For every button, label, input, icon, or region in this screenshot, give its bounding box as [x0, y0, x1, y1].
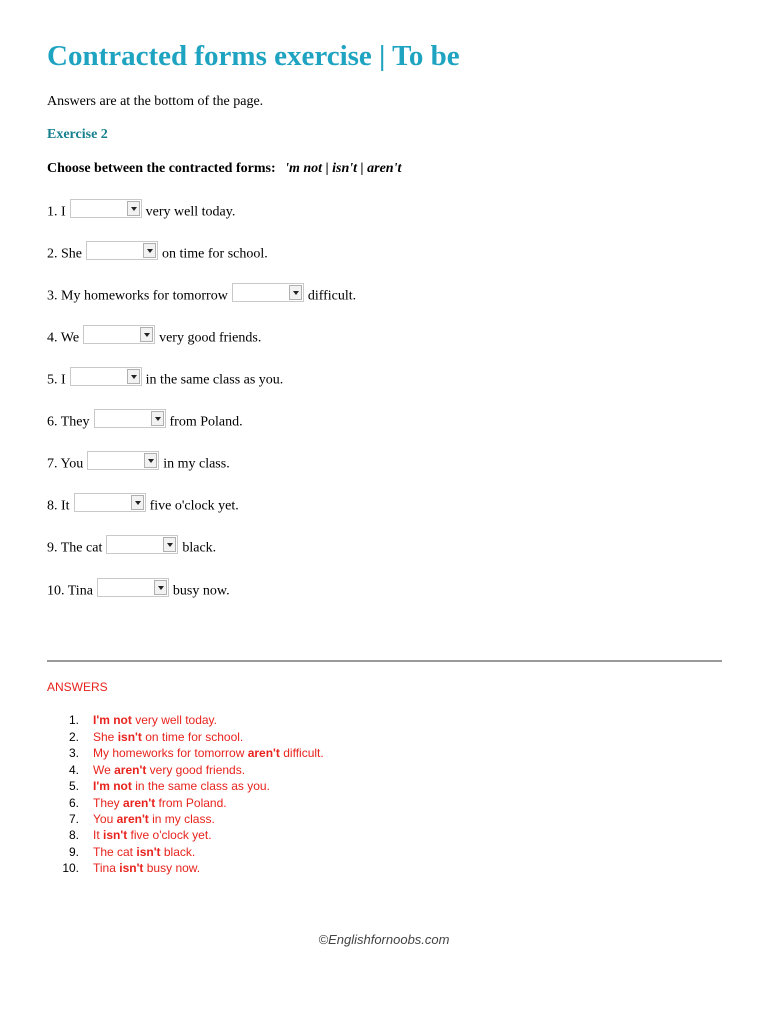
- answer-item-1: [47, 713, 217, 727]
- chevron-down-icon[interactable]: [163, 537, 176, 552]
- answer-form: isn't: [103, 828, 128, 842]
- answer-dropdown-7[interactable]: [87, 451, 159, 470]
- question-text-before: 9. The cat: [47, 540, 103, 556]
- answer-dropdown-8[interactable]: [74, 493, 146, 512]
- answer-dropdown-1[interactable]: [70, 199, 142, 218]
- answer-dropdown-6[interactable]: [94, 409, 166, 428]
- question-text-before: 2. She: [47, 246, 82, 262]
- answer-form: I'm not: [93, 713, 132, 727]
- answer-form: aren't: [116, 812, 149, 826]
- question-2: [47, 245, 268, 267]
- answer-text-after: busy now.: [143, 861, 201, 875]
- chevron-down-icon[interactable]: [127, 201, 140, 216]
- instruction: [47, 161, 401, 177]
- question-5: [47, 371, 283, 393]
- answer-number: 6.: [68, 796, 79, 810]
- chevron-down-icon[interactable]: [140, 327, 153, 342]
- answer-item-10: [47, 861, 200, 875]
- answer-text-after: very well today.: [131, 713, 218, 727]
- answer-text-after: difficult.: [279, 746, 324, 760]
- question-7: [47, 455, 230, 477]
- answer-dropdown-4[interactable]: [83, 325, 155, 344]
- answer-dropdown-2[interactable]: [86, 241, 158, 260]
- answer-text-after: on time for school.: [141, 730, 244, 744]
- answer-number: 1.: [68, 713, 79, 727]
- answers-heading: ANSWERS: [47, 680, 108, 694]
- question-text-after: black.: [182, 540, 217, 556]
- question-text-after: in my class.: [163, 456, 230, 472]
- exercise-heading: Exercise 2: [47, 127, 108, 142]
- answer-number: 5.: [68, 779, 79, 793]
- answer-form: isn't: [119, 861, 144, 875]
- question-text-before: 8. It: [47, 498, 70, 514]
- answer-dropdown-9[interactable]: [106, 535, 178, 554]
- answer-form: I'm not: [93, 779, 132, 793]
- answer-text-after: in my class.: [148, 812, 215, 826]
- question-text-before: 6. They: [47, 414, 90, 430]
- copyright-footer: ©Englishfornoobs.com: [318, 932, 450, 947]
- answer-text-before: You: [93, 812, 117, 826]
- question-text-before: 10. Tina: [47, 583, 93, 599]
- answer-number: 2.: [68, 730, 79, 744]
- answer-text-after: in the same class as you.: [131, 779, 270, 793]
- question-text-after: in the same class as you.: [145, 372, 284, 388]
- answer-item-9: [47, 845, 195, 859]
- page-title: Contracted forms exercise | To be: [47, 40, 460, 72]
- question-1: [47, 203, 235, 225]
- answer-text-before: My homeworks for tomorrow: [93, 746, 248, 760]
- answer-item-4: [47, 763, 245, 777]
- answer-number: 7.: [68, 812, 79, 826]
- answer-text-before: Tina: [93, 861, 120, 875]
- answer-number: 3.: [68, 746, 79, 760]
- divider: [47, 660, 722, 662]
- question-text-after: five o'clock yet.: [149, 498, 239, 514]
- chevron-down-icon[interactable]: [151, 411, 164, 426]
- answer-number: 4.: [68, 763, 79, 777]
- answer-dropdown-3[interactable]: [232, 283, 304, 302]
- answer-number: 8.: [68, 828, 79, 842]
- answer-number: 10.: [62, 861, 79, 875]
- question-10: [47, 582, 230, 604]
- question-4: [47, 329, 261, 351]
- question-8: [47, 497, 239, 519]
- chevron-down-icon[interactable]: [143, 243, 156, 258]
- question-3: [47, 287, 356, 309]
- answer-text-after: black.: [160, 845, 196, 859]
- instruction-label: Choose between the contracted forms:: [47, 161, 276, 176]
- answer-form: isn't: [136, 845, 161, 859]
- intro-text: Answers are at the bottom of the page.: [47, 94, 264, 109]
- question-text-before: 4. We: [47, 330, 80, 346]
- question-text-after: from Poland.: [169, 414, 243, 430]
- chevron-down-icon[interactable]: [289, 285, 302, 300]
- chevron-down-icon[interactable]: [154, 580, 167, 595]
- chevron-down-icon[interactable]: [127, 369, 140, 384]
- question-text-after: on time for school.: [162, 246, 268, 262]
- answer-text-before: The cat: [93, 845, 137, 859]
- question-text-after: very well today.: [145, 204, 236, 220]
- question-text-after: busy now.: [172, 583, 230, 599]
- answer-text-after: five o'clock yet.: [127, 828, 212, 842]
- answer-item-3: [47, 746, 324, 760]
- answer-text-after: from Poland.: [155, 796, 227, 810]
- question-text-before: 3. My homeworks for tomorrow: [47, 288, 228, 304]
- question-6: [47, 413, 243, 435]
- answer-text-before: We: [93, 763, 115, 777]
- answer-form: isn't: [117, 730, 142, 744]
- chevron-down-icon[interactable]: [144, 453, 157, 468]
- answer-form: aren't: [247, 746, 280, 760]
- answer-text-before: She: [93, 730, 118, 744]
- question-text-before: 7. You: [47, 456, 84, 472]
- answer-item-2: [47, 730, 243, 744]
- question-text-after: very good friends.: [159, 330, 262, 346]
- answer-dropdown-5[interactable]: [70, 367, 142, 386]
- question-text-after: difficult.: [307, 288, 357, 304]
- answer-item-8: [47, 828, 212, 842]
- answer-item-7: [47, 812, 215, 826]
- answer-form: aren't: [114, 763, 147, 777]
- answer-text-after: very good friends.: [146, 763, 246, 777]
- answer-item-6: [47, 796, 227, 810]
- question-9: [47, 539, 216, 561]
- answer-dropdown-10[interactable]: [97, 578, 169, 597]
- answer-item-5: [47, 779, 270, 793]
- answer-text-before: They: [93, 796, 124, 810]
- chevron-down-icon[interactable]: [131, 495, 144, 510]
- answer-number: 9.: [68, 845, 79, 859]
- instruction-forms: 'm not | isn't | aren't: [285, 161, 402, 176]
- answer-text-before: It: [93, 828, 104, 842]
- answer-form: aren't: [123, 796, 156, 810]
- question-text-before: 5. I: [47, 372, 66, 388]
- question-text-before: 1. I: [47, 204, 66, 220]
